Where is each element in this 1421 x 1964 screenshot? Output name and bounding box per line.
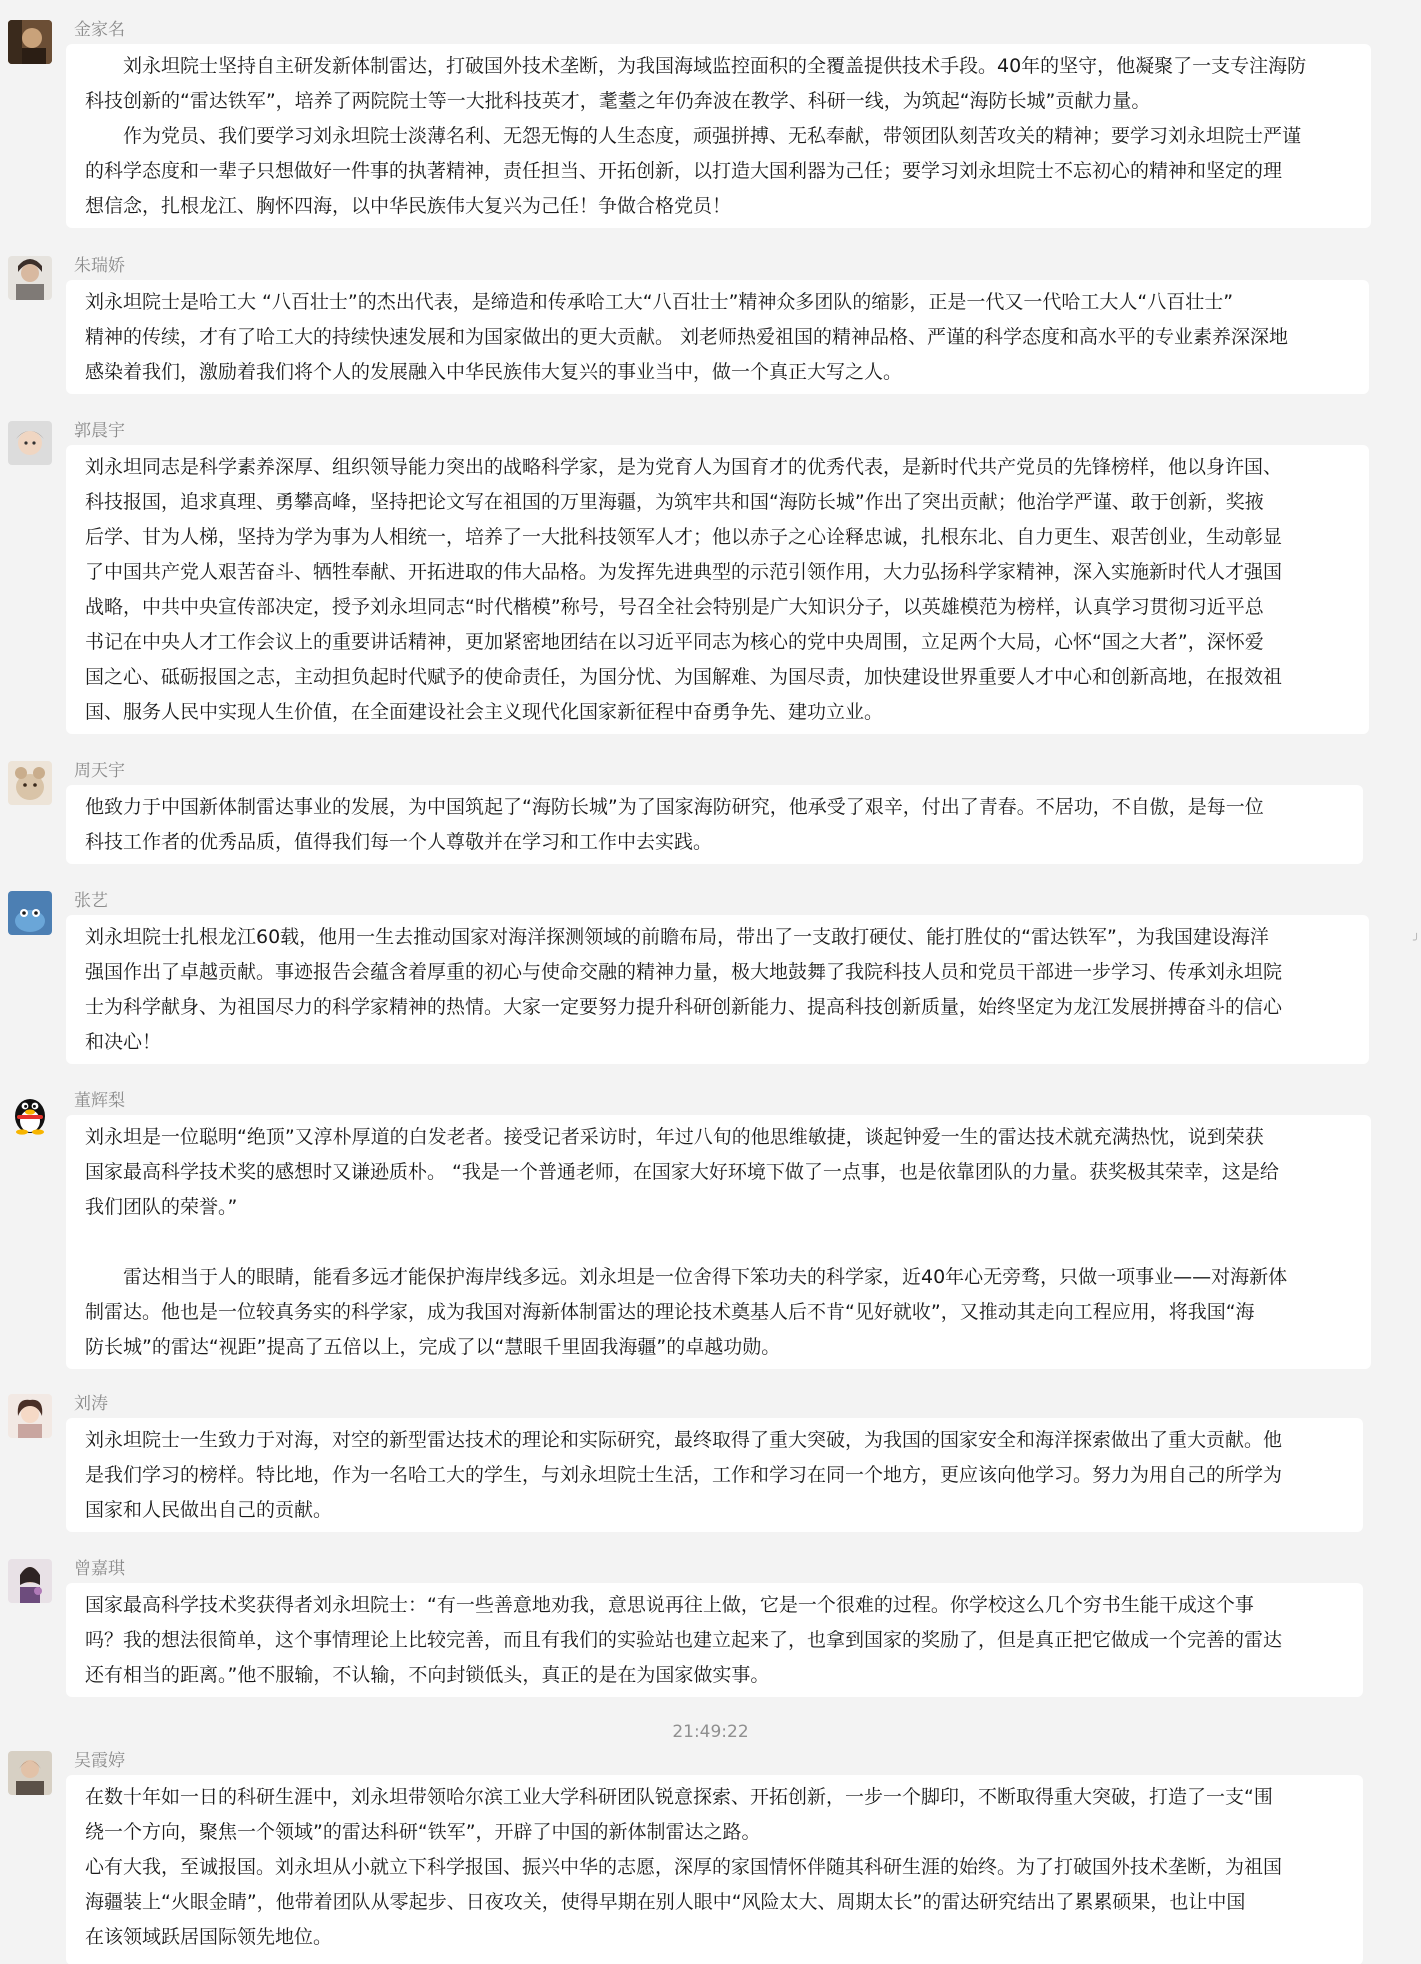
message-line: 防长城”的雷达“视距”提高了五倍以上，完成了以“慧眼千里固我海疆”的卓越功勋。	[85, 1336, 781, 1358]
message-line: 刘永坦院士一生致力于对海，对空的新型雷达技术的理论和实际研究，最终取得了重大突破，为我国的国家安全和海洋探索做出了重大贡献。他	[85, 1429, 1283, 1451]
message-line: 精神的传续，才有了哈工大的持续快速发展和为国家做出的更大贡献。 刘老师热爱祖国的精神品格、严谨的科学态度和高水平的专业素养深深地	[85, 326, 1289, 348]
message-line: 作为党员、我们要学习刘永坦院士淡薄名利、无怨无悔的人生态度，顽强拼搏、无私奉献，带领团队刻苦攻关的精神；要学习刘永坦院士严谨	[85, 125, 1302, 147]
message-line: 吗？我的想法很简单，这个事情理论上比较完善，而且有我们的实验站也建立起来了，也拿到国家的奖励了，但是真正把它做成一个完善的雷达	[85, 1629, 1283, 1651]
message-line: 制雷达。他也是一位较真务实的科学家，成为我国对海新体制雷达的理论技术奠基人后不肯“见好就收”，又推动其走向工程应用，将我国“海	[85, 1301, 1255, 1323]
user-avatar-photo[interactable]	[8, 891, 52, 935]
sender-name: 曾嘉琪	[74, 1559, 125, 1579]
message-bubble	[66, 915, 1369, 1064]
message-bubble	[66, 1583, 1363, 1697]
message-bubble	[66, 280, 1369, 394]
message-line: 心有大我，至诚报国。刘永坦从小就立下科学报国、振兴中华的志愿，深厚的家国情怀伴随其科研生涯的始终。为了打破国外技术垄断，为祖国	[85, 1856, 1283, 1878]
scroll-edge-mark: ╯	[1413, 933, 1421, 947]
user-avatar-photo[interactable]	[8, 761, 52, 805]
message-line: 科技创新的“雷达铁军”，培养了两院院士等一大批科技英才，耄耋之年仍奔波在教学、科研一线，为筑起“海防长城”贡献力量。	[85, 90, 1151, 112]
message-line: 他致力于中国新体制雷达事业的发展，为中国筑起了“海防长城”为了国家海防研究，他承受了艰辛，付出了青春。不居功，不自傲，是每一位	[85, 796, 1264, 818]
sender-name: 郭晨宇	[74, 421, 125, 441]
message-line: 战略，中共中央宣传部决定，授予刘永坦同志“时代楷模”称号，号召全社会特别是广大知识分子，以英雄模范为榜样，认真学习贯彻习近平总	[85, 596, 1264, 618]
user-avatar-photo[interactable]	[8, 1559, 52, 1603]
message-line: 感染着我们，激励着我们将个人的发展融入中华民族伟大复兴的事业当中，做一个真正大写之人。	[85, 361, 903, 383]
message-line: 国、服务人民中实现人生价值，在全面建设社会主义现代化国家新征程中奋勇争先、建功立业。	[85, 701, 884, 723]
message-line: 国之心、砥砺报国之志，主动担负起时代赋予的使命责任，为国分忧、为国解难、为国尽责，加快建设世界重要人才中心和创新高地，在报效祖	[85, 666, 1283, 688]
message-line: 科技报国，追求真理、勇攀高峰，坚持把论文写在祖国的万里海疆，为筑牢共和国“海防长城”作出了突出贡献；他治学严谨、敢于创新，奖掖	[85, 491, 1264, 513]
sender-name: 刘涛	[74, 1394, 108, 1414]
message-line: 强国作出了卓越贡献。事迹报告会蕴含着厚重的初心与使命交融的精神力量，极大地鼓舞了我院科技人员和党员干部进一步学习、传承刘永坦院	[85, 961, 1283, 983]
message-bubble	[66, 1115, 1371, 1369]
message-bubble	[66, 44, 1371, 228]
message-line: 刘永坦同志是科学素养深厚、组织领导能力突出的战略科学家，是为党育人为国育才的优秀代表，是新时代共产党员的先锋榜样，他以身许国、	[85, 456, 1283, 478]
message-line: 刘永坦是一位聪明“绝顶”又淳朴厚道的白发老者。接受记者采访时，年过八旬的他思维敏捷，谈起钟爱一生的雷达技术就充满热忱，说到荣获	[85, 1126, 1264, 1148]
message-line: 后学、甘为人梯，坚持为学为事为人相统一，培养了一大批科技领军人才；他以赤子之心诠释忠诚，扎根东北、自力更生、艰苦创业，生动彰显	[85, 526, 1283, 548]
message-line: 绕一个方向，聚焦一个领域”的雷达科研“铁军”，开辟了中国的新体制雷达之路。	[85, 1821, 761, 1843]
message-line: 在数十年如一日的科研生涯中，刘永坦带领哈尔滨工业大学科研团队锐意探索、开拓创新，一步一个脚印，不断取得重大突破，打造了一支“围	[85, 1786, 1273, 1808]
message-line: 我们团队的荣誉。”	[85, 1196, 238, 1218]
message-line: 士为科学献身、为祖国尽力的科学家精神的热情。大家一定要努力提升科研创新能力、提高科技创新质量，始终坚定为龙江发展拼搏奋斗的信心	[85, 996, 1283, 1018]
blank-line	[85, 1225, 1352, 1260]
qq-penguin-icon[interactable]	[8, 1091, 52, 1135]
message-line: 想信念，扎根龙江、胸怀四海，以中华民族伟大复兴为己任！争做合格党员！	[85, 195, 732, 217]
message-bubble	[66, 785, 1363, 864]
message-line: 科技工作者的优秀品质，值得我们每一个人尊敬并在学习和工作中去实践。	[85, 831, 713, 853]
message-line: 书记在中央人才工作会议上的重要讲话精神，更加紧密地团结在以习近平同志为核心的党中央周围，立足两个大局，心怀“国之大者”，深怀爱	[85, 631, 1264, 653]
user-avatar-photo[interactable]	[8, 256, 52, 300]
message-line: 的科学态度和一辈子只想做好一件事的执著精神，责任担当、开拓创新，以打造大国利器为己任；要学习刘永坦院士不忘初心的精神和坚定的理	[85, 160, 1283, 182]
message-line: 在该领域跃居国际领先地位。	[85, 1926, 333, 1948]
message-bubble	[66, 445, 1369, 734]
sender-name: 董辉梨	[74, 1091, 125, 1111]
message-line: 国家和人民做出自己的贡献。	[85, 1499, 333, 1521]
message-line: 是我们学习的榜样。特比地，作为一名哈工大的学生，与刘永坦院士生活，工作和学习在同一个地方，更应该向他学习。努力为用自己的所学为	[85, 1464, 1283, 1486]
timestamp: 21:49:22	[672, 1722, 749, 1742]
sender-name: 金家名	[74, 20, 125, 40]
message-line: 刘永坦院士坚持自主研发新体制雷达，打破国外技术垄断，为我国海域监控面积的全覆盖提供技术手段。40年的坚守，他凝聚了一支专注海防	[85, 55, 1307, 77]
message-line: 国家最高科学技术奖获得者刘永坦院士：“有一些善意地劝我，意思说再往上做，它是一个很难的过程。你学校这么几个穷书生能干成这个事	[85, 1594, 1254, 1616]
message-line: 雷达相当于人的眼睛，能看多远才能保护海岸线多远。刘永坦是一位舍得下笨功夫的科学家，近40年心无旁骛，只做一项事业——对海新体	[85, 1266, 1288, 1288]
user-avatar-photo[interactable]	[8, 1394, 52, 1438]
message-bubble	[66, 1775, 1363, 1964]
user-avatar-photo[interactable]	[8, 1751, 52, 1795]
sender-name: 吴霞婷	[74, 1751, 125, 1771]
message-line: 海疆装上“火眼金睛”，他带着团队从零起步、日夜攻关，使得早期在别人眼中“风险太大、周期太长”的雷达研究结出了累累硕果，也让中国	[85, 1891, 1246, 1913]
user-avatar-photo[interactable]	[8, 421, 52, 465]
message-bubble	[66, 1418, 1363, 1532]
message-line: 了中国共产党人艰苦奋斗、牺牲奉献、开拓进取的伟大品格。为发挥先进典型的示范引领作用，大力弘扬科学家精神，深入实施新时代人才强国	[85, 561, 1283, 583]
sender-name: 张艺	[74, 891, 108, 911]
message-line: 国家最高科学技术奖的感想时又谦逊质朴。 “我是一个普通老师，在国家大好环境下做了一点事，也是依靠团队的力量。获奖极其荣幸，这是给	[85, 1161, 1279, 1183]
message-line: 还有相当的距离。”他不服输，不认输，不向封锁低头，真正的是在为国家做实事。	[85, 1664, 770, 1686]
message-line: 和决心！	[85, 1031, 162, 1053]
message-line: 刘永坦院士扎根龙江60载，他用一生去推动国家对海洋探测领域的前瞻布局，带出了一支敢打硬仗、能打胜仗的“雷达铁军”，为我国建设海洋	[85, 926, 1269, 948]
user-avatar-photo[interactable]	[8, 20, 52, 64]
message-line: 刘永坦院士是哈工大 “八百壮士”的杰出代表，是缔造和传承哈工大“八百壮士”精神众多团队的缩影，正是一代又一代哈工大人“八百壮士”	[85, 291, 1234, 313]
sender-name: 朱瑞娇	[74, 256, 125, 276]
sender-name: 周天宇	[74, 761, 125, 781]
